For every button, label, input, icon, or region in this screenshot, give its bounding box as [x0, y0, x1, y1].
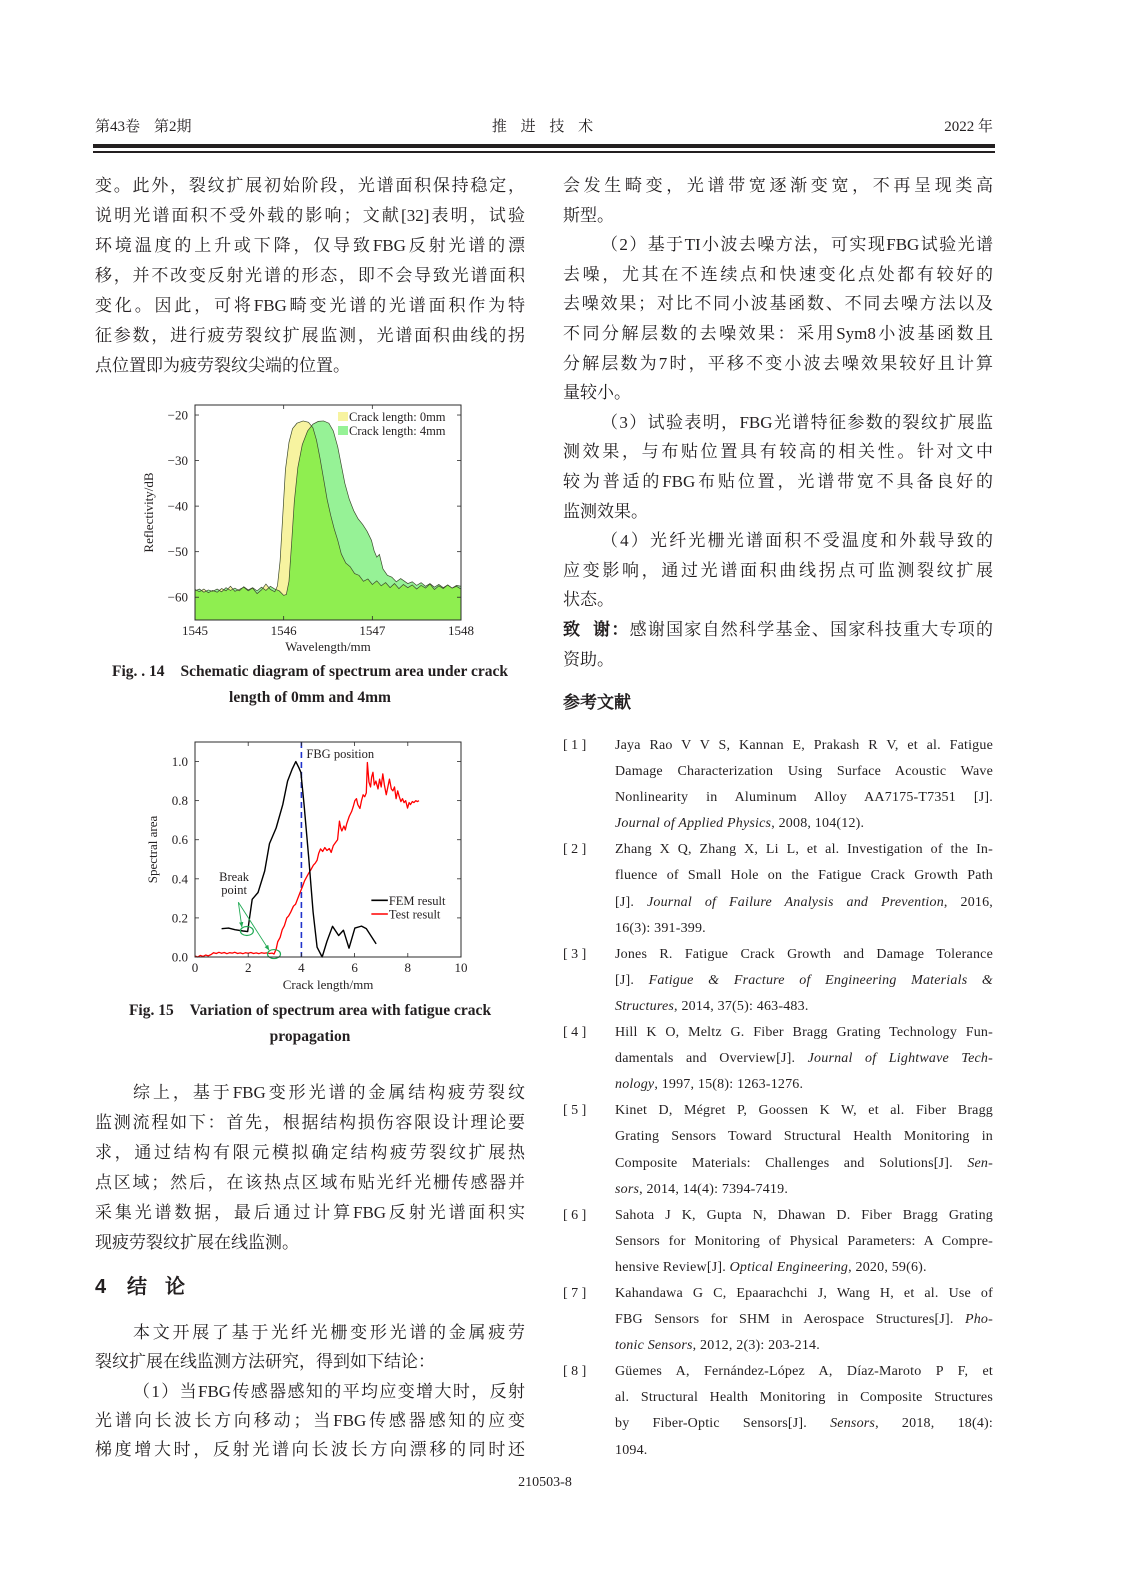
- reference-journal: Sen-: [967, 1155, 993, 1171]
- right-column-text: [563, 171, 993, 674]
- reference-item: [563, 1203, 993, 1281]
- reference-line: [615, 837, 993, 863]
- reference-line: [615, 994, 993, 1020]
- y-tick-label: −60: [167, 589, 188, 605]
- conclusion-paragraphs: [95, 1318, 525, 1464]
- text-line: 环境温度的上升或下降，仅导致FBG反射光谱的漂: [95, 236, 525, 255]
- text-line: （2）基于TI小波去噪方法，可实现FBG试验光谱: [601, 235, 993, 255]
- reference-segment: , 2016,: [943, 894, 993, 910]
- summary-paragraph: [95, 1078, 525, 1258]
- reference-line: [615, 1177, 993, 1203]
- reference-segment: , 2018, 18(4):: [875, 1416, 993, 1432]
- reference-text: [615, 1359, 993, 1463]
- y-tick-label: −50: [167, 544, 188, 560]
- text-line: （1）当FBG传感器感知的平均应变增大时，反射: [133, 1381, 525, 1401]
- reference-journal: nology: [615, 1077, 655, 1093]
- series-line-fem-result: [222, 762, 377, 957]
- reference-segment: , 1997, 15(8): 1263-1276.: [654, 1077, 804, 1093]
- reference-journal: Structures: [615, 998, 675, 1014]
- year-label: 2022 年: [944, 119, 993, 135]
- x-tick-label: 1547: [359, 623, 386, 638]
- text-line: 状态。: [563, 590, 614, 610]
- reference-item: [563, 942, 993, 1020]
- y-tick-label: −20: [167, 407, 188, 423]
- reference-line: [615, 1438, 993, 1464]
- section-number: 4: [95, 1276, 107, 1298]
- acknowledgement: [563, 615, 993, 674]
- running-header-volume-issue: [95, 117, 192, 137]
- y-tick-label: 1.0: [171, 754, 188, 770]
- reference-line: [615, 1385, 993, 1411]
- x-tick-label: 0: [191, 960, 199, 975]
- caption-label: Fig. . 14: [112, 663, 165, 680]
- text-line: 综上，基于FBG变形光谱的金属结构疲劳裂纹: [133, 1083, 525, 1102]
- reference-segment: Jaya Rao V V S, Kannan E, Prakash R V, et al. Fatigue: [615, 738, 993, 753]
- reference-segment: , 2008, 104(12).: [771, 816, 865, 832]
- reference-line: [615, 1229, 993, 1255]
- x-axis-label: Wavelength/mm: [285, 639, 371, 654]
- paragraph: [563, 230, 993, 408]
- reference-line: [615, 1151, 993, 1177]
- text-line: （3）试验表明，FBG光谱特征参数的裂纹扩展监: [601, 412, 993, 432]
- reference-segment: Composite Materials: Challenges and Solutions[J].: [615, 1155, 968, 1171]
- reference-line: [615, 1411, 993, 1437]
- reference-segment: [J].: [615, 972, 649, 988]
- reference-segment: , 2012, 2(3): 203-214.: [692, 1338, 820, 1354]
- reference-line: [615, 968, 993, 994]
- reference-segment: fluence of Small Hole on the Fatigue Crack Growth Path: [615, 868, 993, 884]
- reference-segment: Güemes A, Fernández-López A, Díaz-Maroto P F, et: [615, 1364, 993, 1380]
- y-tick-label: −30: [167, 453, 188, 469]
- fbg-position-label: FBG position: [306, 747, 375, 761]
- reference-segment: Nonlinearity in Aluminum Alloy AA7175-T7351 [J].: [615, 790, 993, 806]
- caption-text: Schematic diagram of spectrum area under crack: [180, 663, 508, 680]
- y-tick-label: −40: [167, 498, 188, 514]
- reference-number: [ 6 ]: [563, 1207, 587, 1223]
- y-tick-label: 0.6: [171, 832, 188, 848]
- reference-number: [ 4 ]: [563, 1025, 587, 1041]
- reference-text: [615, 942, 993, 1020]
- legend-swatch: [338, 412, 348, 421]
- text-line: 斯型。: [563, 205, 614, 225]
- reference-line: [615, 733, 993, 759]
- reference-segment: Kinet D, Mégret P, Goossen K W, et al. Fiber Bragg: [615, 1103, 993, 1119]
- paragraph: [95, 1318, 525, 1377]
- paragraph: [95, 1377, 525, 1465]
- reference-line: [615, 1281, 993, 1307]
- legend-label: FEM result: [388, 893, 446, 908]
- reference-segment: Jones R. Fatigue Crack Growth and Damage Tolerance: [615, 946, 993, 962]
- reference-number: [ 2 ]: [563, 842, 587, 858]
- break-point-label: point: [221, 882, 247, 897]
- acknowledgement-label: 致 谢：: [563, 619, 630, 639]
- text-line: 变化。因此，可将FBG畸变光谱的光谱面积作为特: [95, 296, 525, 315]
- text-line: 量较小。: [563, 383, 631, 403]
- x-tick-label: 4: [298, 960, 305, 975]
- reference-journal: tonic Sensors: [615, 1338, 693, 1354]
- text-line: 变。此外，裂纹扩展初始阶段，光谱面积保持稳定，: [95, 176, 525, 195]
- reference-line: [615, 1307, 993, 1333]
- reference-line: [615, 1098, 993, 1124]
- reference-segment: Grating Sensors Toward Structural Health Monitoring in: [615, 1129, 993, 1145]
- text-line: [563, 645, 993, 675]
- figure-15-caption: [95, 998, 525, 1050]
- reference-item: [563, 733, 993, 837]
- reference-segment: Zhang X Q, Zhang X, Li L, et al. Investigation of the In-: [615, 842, 993, 858]
- reference-line: [615, 811, 993, 837]
- reference-item: [563, 837, 993, 941]
- y-tick-label: 0.8: [171, 793, 188, 809]
- break-point-arrow: [238, 902, 269, 950]
- reference-line: [615, 785, 993, 811]
- text-line: 本文开展了基于光纤光栅变形光谱的金属疲劳: [133, 1323, 525, 1342]
- text-line: 求，通过结构有限元模拟确定结构疲劳裂纹扩展热: [95, 1143, 525, 1162]
- reference-segment: , 2014, 14(4): 7394-7419.: [639, 1181, 789, 1197]
- x-tick-label: 6: [351, 960, 358, 975]
- caption-label: Fig. 15: [128, 1002, 174, 1019]
- caption-line: [95, 998, 525, 1024]
- acknowledgement-text: 感谢国家自然科学基金、国家科技重大专项的: [629, 619, 993, 639]
- left-intro-paragraph: [95, 171, 525, 381]
- reference-segment: by Fiber-Optic Sensors[J].: [615, 1416, 831, 1432]
- x-tick-label: 8: [404, 960, 412, 975]
- text-line: 说明光谱面积不受外载的影响；文献[32]表明，试验: [95, 206, 525, 225]
- header-rule-thick: [93, 144, 995, 148]
- text-line: 应变影响，通过光谱面积曲线拐点可监测裂纹扩展: [563, 560, 993, 580]
- reference-segment: , 2014, 37(5): 463-483.: [674, 998, 809, 1014]
- text-line: 裂纹扩展在线监测方法研究，得到如下结论：: [95, 1352, 435, 1372]
- reference-line: [615, 1046, 993, 1072]
- reference-segment: hensive Review[J].: [615, 1259, 730, 1275]
- paragraph: [95, 1078, 525, 1258]
- reference-item: [563, 1281, 993, 1359]
- legend: [338, 410, 446, 438]
- paragraph: [563, 526, 993, 615]
- reference-text: [615, 1020, 993, 1098]
- text-line: 监测效果。: [563, 501, 648, 521]
- text-line: 点区域；然后，在该热点区域布贴光纤光栅传感器并: [95, 1173, 525, 1192]
- legend-label: Crack length: 4mm: [349, 424, 446, 438]
- reference-line: [615, 1359, 993, 1385]
- page-number: 210503-8: [518, 1475, 572, 1490]
- reference-line: [615, 890, 993, 916]
- text-line: 去噪效果；对比不同小波基函数、不同去噪方法以及: [563, 294, 993, 314]
- reference-line: [615, 1124, 993, 1150]
- section-title: 结论: [127, 1276, 203, 1298]
- figure-14-chart: [140, 395, 480, 657]
- text-line: 点位置即为疲劳裂纹尖端的位置。: [95, 356, 350, 375]
- y-axis-label: Spectral area: [145, 815, 160, 884]
- acknowledgement-text: 资助。: [563, 649, 614, 669]
- text-line: 测效果，与布贴位置具有较高的相关性。针对文中: [563, 442, 993, 462]
- reference-segment: al. Structural Health Monitoring in Composite Structures: [615, 1390, 993, 1406]
- reference-text: [615, 1281, 993, 1359]
- references-heading: 参考文献: [563, 693, 631, 712]
- reference-number: [ 5 ]: [563, 1103, 587, 1119]
- y-tick-label: 0.0: [171, 949, 188, 965]
- x-tick-label: 1548: [448, 623, 474, 638]
- reference-journal: Fatigue & Fracture of Engineering Materials &: [648, 972, 993, 988]
- reference-segment: [J].: [615, 894, 647, 910]
- reference-segment: Kahandawa G C, Epaarachchi J, Wang H, et al. Use of: [615, 1285, 993, 1301]
- break-point-arrow: [238, 902, 242, 927]
- paragraph: [563, 408, 993, 526]
- reference-line: [615, 1255, 993, 1281]
- reference-journal: Journal of Lightwave Tech-: [807, 1051, 993, 1067]
- reference-journal: Journal of Failure Analysis and Prevention: [646, 894, 944, 910]
- figure-14-caption: [95, 659, 525, 711]
- caption-line: propagation: [269, 1028, 351, 1045]
- break-point-label: Break: [219, 869, 250, 884]
- reference-text: [615, 733, 993, 837]
- reference-number: [ 1 ]: [563, 738, 587, 753]
- reference-text: [615, 1203, 993, 1281]
- legend-label: Test result: [388, 907, 441, 922]
- text-line: 监测流程如下：首先，根据结构损伤容限设计理论要: [95, 1113, 525, 1132]
- reference-line: [615, 863, 993, 889]
- x-axis-label: Crack length/mm: [282, 977, 374, 992]
- legend-swatch: [338, 426, 348, 435]
- volume-label: 第43卷: [95, 119, 141, 135]
- reference-line: [615, 1020, 993, 1046]
- text-line: （4）光纤光栅光谱面积不受温度和外载导致的: [601, 531, 993, 551]
- legend-label: Crack length: 0mm: [349, 410, 446, 424]
- x-tick-label: 1545: [182, 623, 208, 638]
- reference-text: [615, 837, 993, 941]
- text-line: 梯度增大时，反射光谱向长波长方向漂移的同时还: [95, 1440, 525, 1460]
- section-heading-conclusions: [95, 1272, 203, 1302]
- y-tick-label: 0.2: [171, 910, 188, 926]
- text-line: 不同分解层数的去噪效果：采用Sym8小波基函数且: [563, 323, 993, 343]
- text-line: [563, 615, 993, 645]
- reference-segment: 16(3): 391-399.: [615, 920, 706, 936]
- reference-segment: , 2020, 59(6).: [848, 1259, 927, 1275]
- x-tick-label: 1546: [270, 623, 297, 638]
- reference-journal: Optical Engineering: [729, 1259, 849, 1275]
- text-line: 采集光谱数据，最后通过计算FBG反射光谱面积实: [95, 1203, 525, 1222]
- text-line: 去噪，尤其在不连续点和快速变化点处都有较好的: [563, 264, 993, 284]
- text-line: 移，并不改变反射光谱的形态，即不会导致光谱面积: [95, 266, 525, 285]
- header-rule-thin: [93, 151, 995, 153]
- reference-line: [615, 759, 993, 785]
- reference-journal: Pho-: [964, 1312, 993, 1328]
- reference-line: [615, 1333, 993, 1359]
- reference-segment: Hill K O, Meltz G. Fiber Bragg Grating Technology Fun-: [615, 1025, 993, 1041]
- text-line: 光谱向长波长方向移动；当FBG传感器感知的应变: [95, 1410, 525, 1430]
- paragraph: [563, 171, 993, 230]
- text-line: 现疲劳裂纹扩展在线监测。: [95, 1233, 299, 1252]
- reference-number: [ 8 ]: [563, 1364, 587, 1380]
- figure-15-chart: [140, 735, 480, 997]
- reference-segment: Sensors for Monitoring of Physical Parameters: A Compre-: [615, 1233, 993, 1249]
- paragraph: [95, 171, 525, 381]
- issue-label: 第2期: [154, 119, 192, 135]
- text-line: 较为普适的FBG布贴位置，光谱带宽不具备良好的: [563, 471, 993, 491]
- reference-journal: Journal of Applied Physics: [615, 816, 772, 832]
- reference-item: [563, 1098, 993, 1202]
- reference-line: [615, 942, 993, 968]
- reference-list: [563, 733, 993, 1464]
- reference-segment: Sahota J K, Gupta N, Dhawan D. Fiber Bragg Grating: [615, 1207, 993, 1223]
- caption-line: [95, 659, 525, 685]
- caption-text: Variation of spectrum area with fatigue crack: [189, 1002, 492, 1019]
- reference-item: [563, 1020, 993, 1098]
- text-line: 会发生畸变，光谱带宽逐渐变宽，不再呈现类高: [563, 176, 993, 195]
- reference-number: [ 3 ]: [563, 946, 587, 962]
- reference-journal: sors: [615, 1181, 640, 1197]
- text-line: 征参数，进行疲劳裂纹扩展监测，光谱面积曲线的拐: [95, 326, 525, 345]
- reference-number: [ 7 ]: [563, 1285, 587, 1301]
- reference-segment: FBG Sensors for SHM in Aerospace Structures[J].: [615, 1312, 965, 1328]
- x-tick-label: 10: [454, 960, 468, 975]
- journal-title: 推 进 技 术: [491, 119, 599, 135]
- reference-text: [615, 1098, 993, 1202]
- reference-line: [615, 916, 993, 942]
- caption-line: length of 0mm and 4mm: [229, 689, 391, 706]
- y-axis-label: Reflectivity/dB: [141, 472, 156, 553]
- y-tick-label: 0.4: [171, 871, 188, 887]
- x-tick-label: 2: [244, 960, 252, 975]
- reference-segment: 1094.: [615, 1442, 648, 1458]
- reference-line: [615, 1072, 993, 1098]
- reference-segment: damentals and Overview[J].: [615, 1051, 808, 1067]
- text-line: 分解层数为7时，平移不变小波去噪效果较好且计算: [563, 353, 993, 373]
- reference-item: [563, 1359, 993, 1463]
- plot-area: [195, 421, 461, 620]
- reference-journal: Sensors: [830, 1416, 876, 1432]
- reference-segment: Damage Characterization Using Surface Acoustic Wave: [615, 764, 993, 780]
- reference-line: [615, 1203, 993, 1229]
